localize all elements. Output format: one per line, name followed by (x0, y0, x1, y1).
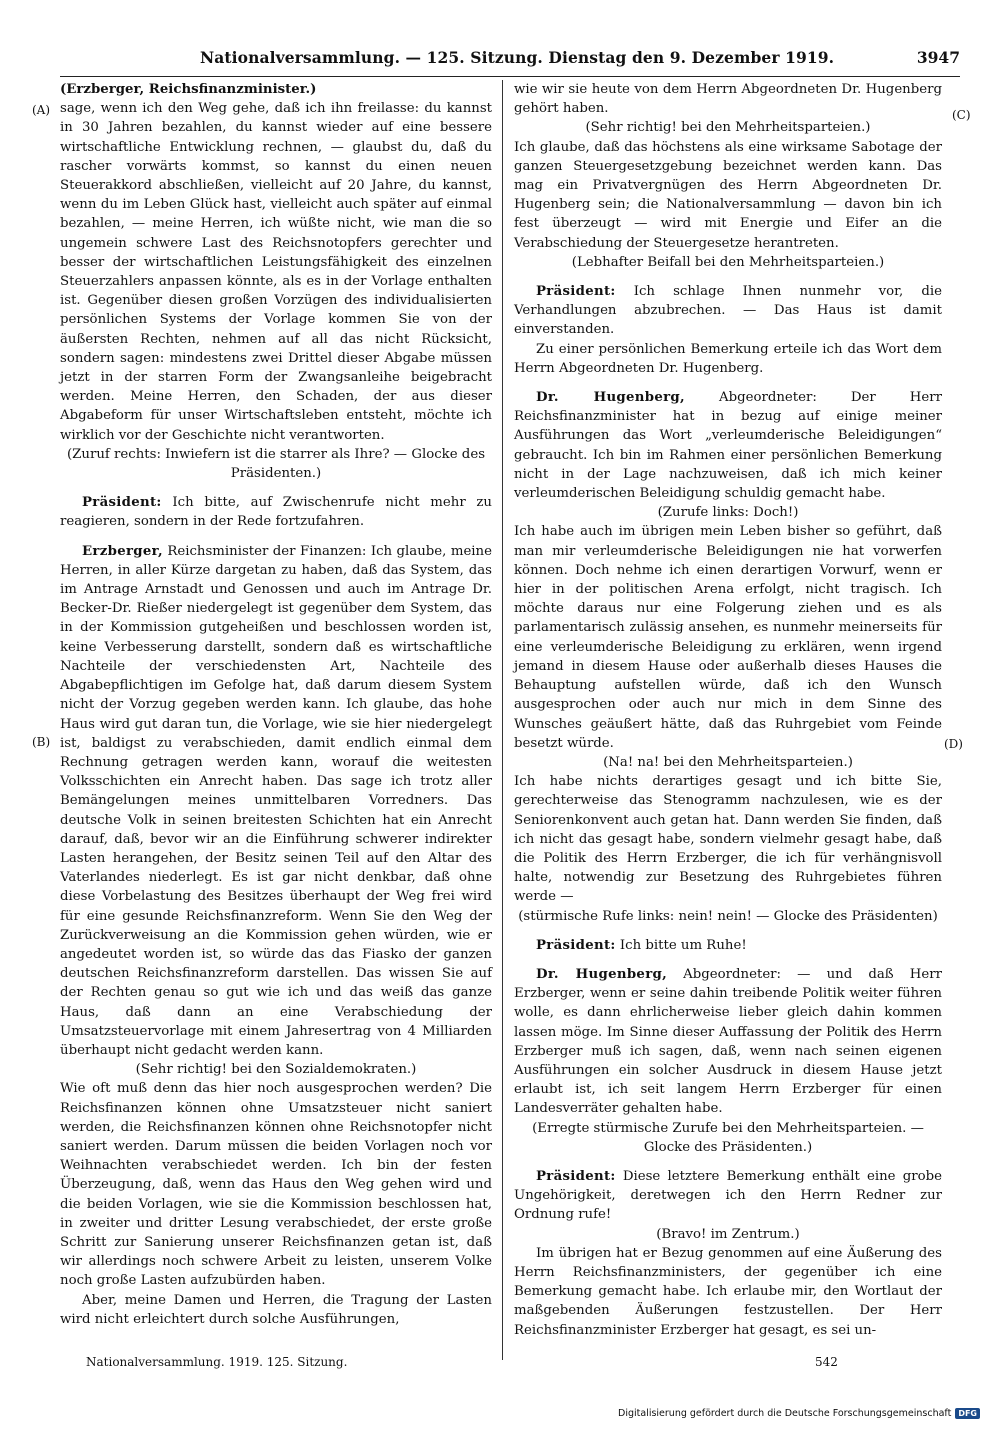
margin-mark-b: (B) (32, 735, 51, 749)
interjection: (stürmische Rufe links: nein! nein! — Glocke des Präsidenten) (518, 908, 938, 924)
dfg-logo: DFG (955, 1408, 980, 1419)
speech-text: Ich schlage Ihnen nunmehr vor, die Verhandlungen abzubrechen. — Das Haus ist damit einverstanden. (514, 284, 942, 338)
interjection: (Zurufe links: Doch!) (657, 505, 799, 521)
footer-sheet-number: 542 (815, 1355, 838, 1369)
paragraph: Zu einer persönlichen Bemerkung erteile ich das Wort dem Herrn Abgeordneten Dr. Hugenberg. (514, 341, 942, 376)
paragraph: Ich glaube, daß das höchstens als eine wirksame Sabotage der ganzen Steuergesetzgebung bezeichnet werden kann. Das mag ein Privatvergnügen des Herrn Abgeordneten Dr. Hugenberg sein; die Nationalversammlung — davon bin ich fest überzeugt — wird mit Energie und Eifer an die Verabschiedung der Steuergesetze herantreten. (514, 139, 942, 251)
page-number: 3947 (916, 48, 960, 67)
margin-mark-c: (C) (952, 108, 971, 122)
left-column (60, 80, 492, 1329)
speech-text: Diese letztere Bemerkung enthält eine grobe Ungehörigkeit, deretwegen ich den Herrn Redner zur Ordnung rufe! (514, 1168, 942, 1223)
interjection: (Zuruf rechts: Inwiefern ist die starrer als Ihre? — Glocke des Präsidenten.) (66, 446, 486, 482)
speaker-name: Präsident: (536, 937, 616, 953)
speaker-paragraph (60, 542, 492, 1060)
speech-text: Abgeordneter: — und daß Herr Erzberger, wenn er seine dahin treibende Politik weiter führen wolle, es dann ehrlicherweise lieber gleich dahin kommen lassen möge. Im Sinne dieser Auffassung der Politik des Herrn Erzberger muß ich sagen, daß, wenn nach seinen eigenen Ausführungen ein solcher Ausdruck in diesem Hause jetzt erlaubt ist, ich seit langem Herrn Erzberger für einen Landesverräter gehalten habe. (514, 966, 942, 1117)
interjection: (Erregte stürmische Zurufe bei den Mehrheitsparteien. — Glocke des Präsidenten.) (532, 1120, 924, 1155)
interjection: (Bravo! im Zentrum.) (656, 1226, 800, 1242)
margin-mark-a: (A) (32, 103, 51, 117)
interjection: (Sehr richtig! bei den Sozialdemokraten.) (135, 1062, 417, 1078)
credit-text: Digitalisierung gefördert durch die Deutsche Forschungsgemeinschaft (618, 1408, 952, 1419)
column-divider (502, 80, 503, 1360)
paragraph: Wie oft muß denn das hier noch ausgesprochen werden? Die Reichsfinanzen können ohne Umsatzsteuer nicht saniert werden, die Reichsfinanzen können ohne Reichsnotopfer nicht saniert werden. Darum müssen die beiden Vorlagen noch vor Weihnachten verabschiedet werden. Ich bin der festen Überzeugung, daß, wenn das Haus den Weg gehen wird und die beiden Vorlagen, wie sie die Kommission beschlossen hat, in zweiter und dritter Lesung verabschiedet, der erste große Schritt zur Sanierung unserer Reichsfinanzen getan ist, daß wir allerdings noch schwere Arbeit zu leisten, unserem Volke noch große Lasten aufzubürden haben. (60, 1081, 492, 1289)
speaker-name: Präsident: (536, 284, 616, 300)
speech-text: Abgeordneter: Der Herr Reichsfinanzminister hat in bezug auf einige meiner Ausführungen das Wort „verleumderische Beleidigungen“ gebraucht. Ich bin im Rahmen einer persönlichen Bemerkung nicht in der Lage nachzuweisen, daß ich mich keiner verleumderischen Beleidigung schuldig gemacht habe. (514, 390, 942, 502)
interjection: (Na! na! bei den Mehrheitsparteien.) (603, 754, 853, 770)
interjection: (Lebhafter Beifall bei den Mehrheitsparteien.) (571, 254, 885, 270)
speaker-name: Dr. Hugenberg, (536, 966, 668, 982)
paragraph: Ich habe nichts derartiges gesagt und ich bitte Sie, gerechterweise das Stenogramm nachzulesen, wie es der Seniorenkonvent auch getan hat. Dann werden Sie finden, daß ich nicht das gesagt habe, sondern vielmehr gesagt habe, daß die Politik des Herrn Erzberger, die ich für verhängnisvoll halte, notwendig zur Besetzung des Ruhrgebietes führen werde — (514, 774, 942, 905)
paragraph: Aber, meine Damen und Herren, die Tragung der Lasten wird nicht erleichtert durch solche Ausführungen, (60, 1292, 492, 1327)
page-header (60, 46, 960, 77)
speaker-continuation: (Erzberger, Reichsfinanzminister.) (60, 82, 317, 97)
speaker-paragraph (514, 1167, 942, 1225)
speaker-name: Präsident: (82, 495, 162, 511)
paragraph: wie wir sie heute von dem Herrn Abgeordneten Dr. Hugenberg gehört haben. (514, 82, 942, 117)
speaker-name: Erzberger, (82, 543, 163, 559)
paragraph: Im übrigen hat er Bezug genommen auf eine Äußerung des Herrn Reichsfinanzministers, der gegenüber ich eine Bemerkung gemacht habe. Ich erlaube mir, den Wortlaut der maßgebenden Äußerungen festzustellen. Der Herr Reichsfinanzminister Erzberger hat gesagt, es sei un- (514, 1245, 942, 1338)
speaker-name: Präsident: (536, 1168, 616, 1184)
speaker-paragraph (514, 282, 942, 340)
speaker-paragraph (60, 493, 492, 531)
paragraph: Ich habe auch im übrigen mein Leben bisher so geführt, daß man mir verleumderische Beleidigungen nie hat vorwerfen können. Doch nehme ich einen derartigen Vorwurf, wenn er hier in der politischen Arena erfolgt, nicht tragisch. Ich möchte daraus nur eine Folgerung ziehen und es als parlamentarisch zulässig ansehen, es nunmehr meinerseits für eine verleumderische Beleidigung zu erklären, wenn irgend jemand in diesem Hause oder außerhalb dieses Hauses die Behauptung aufstellen würde, daß ich den Wunsch ausgesprochen oder auch nur mich in dem Sinne des Wunsches geäußert hätte, daß das Ruhrgebiet vom Feinde besetzt würde. (514, 524, 942, 751)
speaker-paragraph (514, 965, 942, 1119)
right-column (514, 80, 942, 1340)
margin-mark-d: (D) (944, 737, 963, 751)
footer-session: Nationalversammlung. 1919. 125. Sitzung. (86, 1355, 348, 1369)
speech-text: Reichsminister der Finanzen: Ich glaube, meine Herren, in aller Kürze dargetan zu haben, daß das System, das im Antrage Arnstadt und Genossen und auch im Antrage Dr. Becker-Dr. Rießer niedergelegt ist gegenüber dem System, das in der Kommission gutgeheißen und beschlossen worden ist, keine Verbesserung darstellt, sondern daß es wirtschaftliche Nachteile der verschiedensten Art, Nachteile des Abgabepflichtigen im Gefolge hat, daß darum diesem System nicht der Vorzug gegeben werden kann. Ich glaube, das hohe Haus wird gut daran tun, die Vorlage, wie sie hier niedergelegt ist, baldigst zu verabschieden, damit endlich einmal dem Rechnung getragen werden kann, worauf die weitesten Volksschichten ein Anrecht haben. Das sage ich trotz aller Bemängelungen meines unmittelbaren Vorredners. Das deutsche Volk in seinen breitesten Schichten hat ein Anrecht darauf, daß, bevor wir an die Einführung schwerer indirekter Lasten herangehen, der Besitz seinen Teil auf den Altar des Vaterlandes niederlegt. Es ist gar nicht denkbar, daß ohne diese Vorbelastung des Besitzes überhaupt der Weg frei wird für eine gesunde Reichsfinanzreform. Wenn Sie den Weg der Zurückverweisung an die Kommission gehen würden, wie er angedeutet worden ist, so würde das das Fiasko der ganzen deutschen Reichsfinanzreform darstellen. Das wissen Sie auf der Rechten genau so gut wie ich und das weiß das ganze Haus, daß dann an eine Verabschiedung der Umsatzsteuervorlage mit einem Jahresertrag von 4 Milliarden überhaupt nicht gedacht werden kann. (60, 543, 492, 1058)
speaker-paragraph (514, 936, 942, 955)
speech-text: Ich bitte um Ruhe! (619, 937, 747, 953)
speaker-paragraph (514, 388, 942, 503)
speech-text: Ich bitte, auf Zwischenrufe nicht mehr zu reagieren, sondern in der Rede fortzufahren. (60, 495, 492, 530)
digitization-credit (618, 1408, 980, 1419)
speaker-name: Dr. Hugenberg, (536, 390, 685, 406)
header-title: Nationalversammlung. — 125. Sitzung. Dienstag den 9. Dezember 1919. (200, 48, 835, 67)
paragraph: sage, wenn ich den Weg gehe, daß ich ihn freilasse: du kannst in 30 Jahren bezahlen, du kannst wieder auf eine bessere wirtschaftliche Entwicklung rechnen, — glaubst du, daß du rascher vorwärts kommst, so kannst du einen neuen Steuerakkord abschließen, vielleicht auf 20 Jahre, du kannst, wenn du im Leben Glück hast, vielleicht auch später auf einmal bezahlen, — meine Herren, ich wüßte nicht, wie man die so ungemein schwere Last des Reichsnotopfers gerechter und besser der wirtschaftlichen Leistungsfähigkeit des einzelnen Steuerzahlers anpassen könnte, als es in der Vorlage enthalten ist. Gegenüber diesen großen Vorzügen des individualisierten persönlichen Systems der Vorlage kommen Sie von der äußersten Rechten, nehmen auf all das nicht Rücksicht, sondern sagen: mindestens zwei Drittel dieser Abgabe müssen jetzt in der starren Form der Zwangsanleihe beigebracht werden. Meine Herren, den Schaden, der aus dieser Abgabeform für unser Wirtschaftsleben entsteht, möchte ich wirklich vor der Geschichte nicht verantworten. (60, 101, 492, 443)
interjection: (Sehr richtig! bei den Mehrheitsparteien.) (585, 120, 871, 136)
